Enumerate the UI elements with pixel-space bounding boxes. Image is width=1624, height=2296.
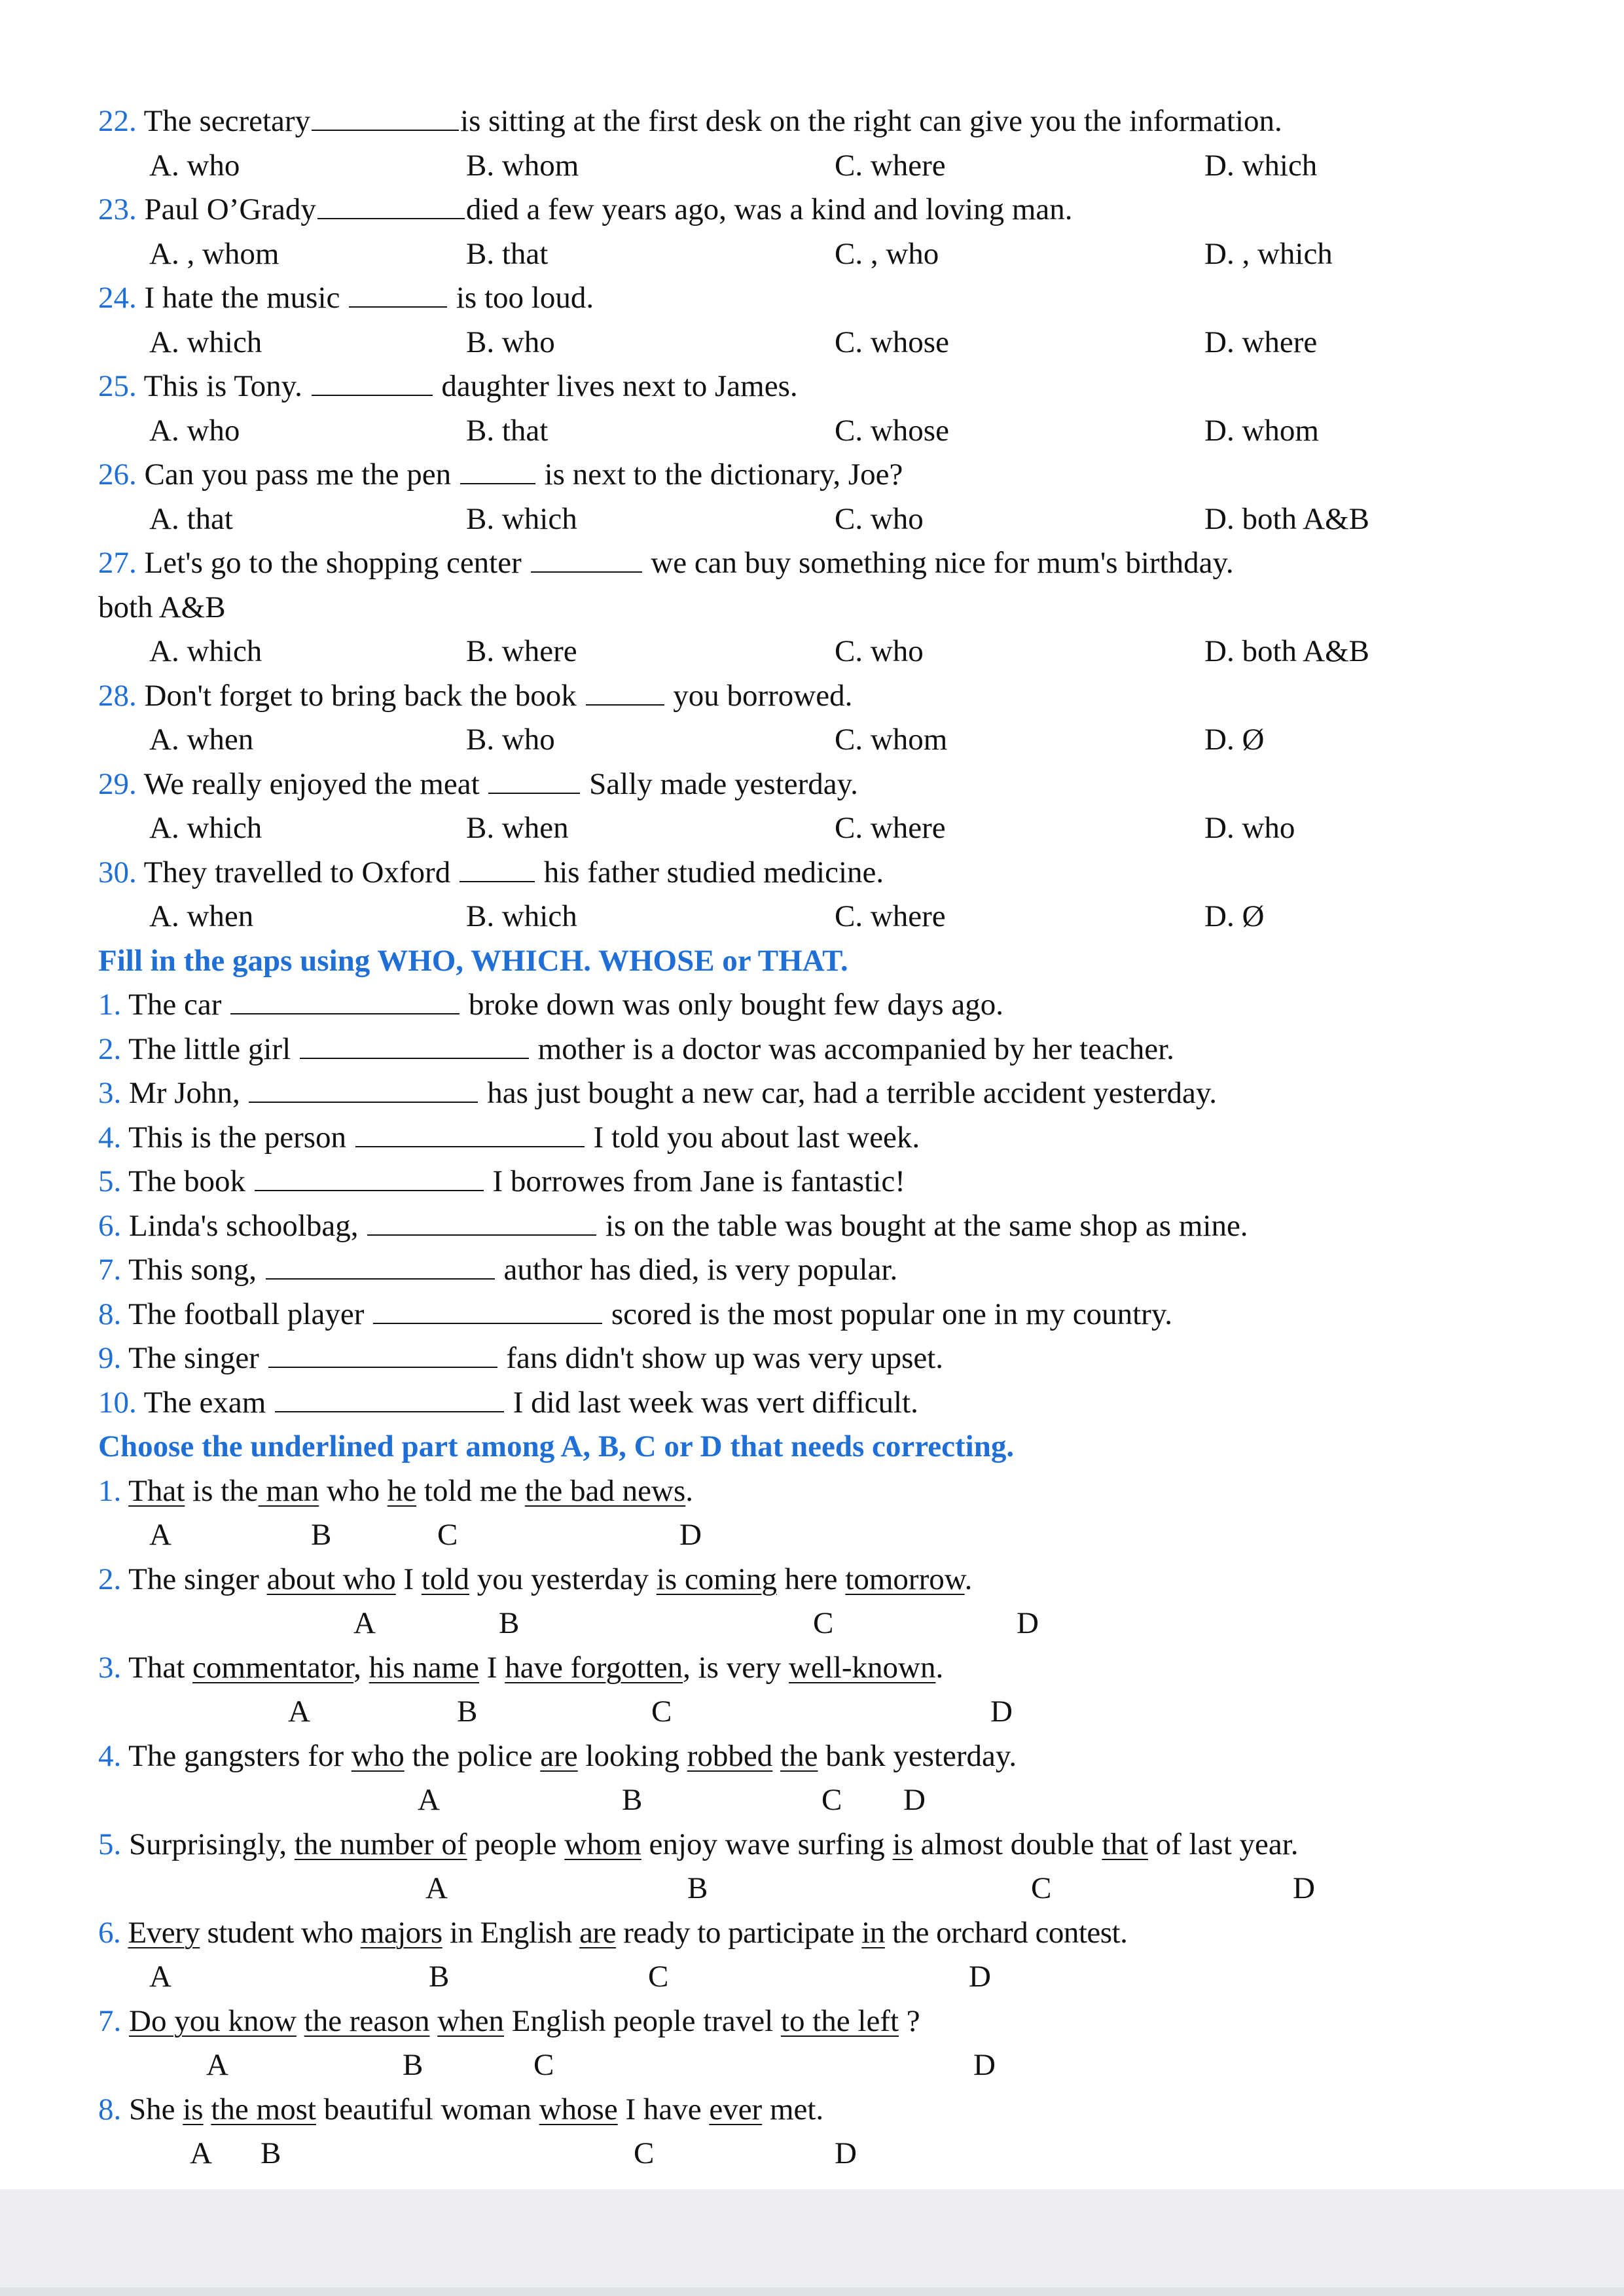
answer-blank[interactable] [312,100,459,131]
question-number: 24. [98,281,137,315]
underlined-part-a[interactable]: Every [128,1915,200,1950]
letter-d[interactable]: D [1293,1871,1315,1905]
letter-c[interactable]: C [813,1606,834,1640]
mc-q27: 27. Let's go to the shopping center we can buy something nice for mum's birthday. both A&B A. which B. where C. who D. both A&B [98,541,1538,674]
letter-b[interactable]: B [687,1871,708,1905]
error-item-3: 3. That commentator, his name I have forgotten, is very well-known. A B C D [98,1646,1538,1734]
letter-d[interactable]: D [969,1960,991,1994]
option-a[interactable]: A. , whom [149,236,280,271]
letter-b[interactable]: B [457,1695,478,1729]
underlined-part-a[interactable]: commentator [192,1650,354,1685]
item-number: 8. [98,2092,122,2126]
error-item-5: 5. Surprisingly, the number of people whom enjoy wave surfing is almost double that of last year. A B C D [98,1823,1538,1911]
error-item-1: 1. That is the man who he told me the bad news. A B C D [98,1469,1538,1558]
underlined-part-d[interactable]: the [780,1738,818,1773]
letter-c[interactable]: C [821,1783,842,1817]
worksheet-content [98,99,1538,2176]
option-d[interactable]: D. both A&B [1204,634,1370,668]
question-number: 30. [98,855,137,889]
option-a[interactable]: A. which [149,634,262,668]
underlined-part-d[interactable]: ever [709,2092,763,2126]
option-b[interactable]: B. that [466,236,549,271]
underlined-part-b[interactable]: man [258,1473,319,1508]
viewer-bottom-band [0,2189,1624,2296]
option-a[interactable]: A. who [149,413,240,448]
mc-q24: 24. I hate the music is too loud. A. which B. who C. whose D. where [98,276,1538,365]
item-number: 9. [98,1341,122,1375]
item-number: 6. [98,1208,122,1243]
option-b[interactable]: B. which [466,501,577,536]
option-d[interactable]: D. , which [1204,236,1333,271]
question-number: 25. [98,369,137,403]
underlined-part-d[interactable]: that [1102,1827,1148,1861]
mc-q28: 28. Don't forget to bring back the book you borrowed. A. when B. who C. whom D. Ø [98,674,1538,762]
letter-b[interactable]: B [403,2048,424,2082]
underlined-part-b[interactable]: told [421,1562,469,1596]
fill-item-3: 3. Mr John, has just bought a new car, had a terrible accident yesterday. [98,1071,1538,1116]
letter-a[interactable]: A [190,2136,212,2170]
option-a[interactable]: A. who [149,148,240,183]
fill-section-heading: Fill in the gaps using WHO, WHICH. WHOSE or THAT. [98,943,848,978]
mc-q25: 25. This is Tony. daughter lives next to James. A. who B. that C. whose D. whom [98,365,1538,453]
stray-text: both A&B [98,590,226,624]
underlined-part-b[interactable]: his name [369,1650,480,1685]
underlined-part-d[interactable]: tomorrow [845,1562,965,1596]
letter-b[interactable]: B [622,1783,643,1817]
answer-blank[interactable] [531,542,642,573]
fill-item-5: 5. The book I borrowes from Jane is fantastic! [98,1160,1538,1204]
question-number: 26. [98,457,137,492]
letter-b[interactable]: B [499,1606,520,1640]
option-c[interactable]: C. whose [835,325,949,359]
letter-d[interactable]: D [835,2136,857,2170]
letter-a[interactable]: A [288,1695,310,1729]
option-c[interactable]: C. whom [835,723,948,757]
underlined-part-c[interactable]: is coming [656,1562,777,1596]
answer-blank[interactable] [460,454,535,484]
option-d[interactable]: D. whom [1204,413,1319,448]
fill-item-4: 4. This is the person I told you about last week. [98,1116,1538,1160]
underlined-part-c[interactable]: are [579,1915,616,1950]
answer-blank[interactable] [373,1293,602,1324]
item-number: 4. [98,1120,122,1155]
answer-blank[interactable] [367,1205,596,1236]
fill-item-1: 1. The car broke down was only bought few days ago. [98,983,1538,1028]
underlined-part-b[interactable]: the most [211,2092,316,2126]
underlined-part-a[interactable]: about who [266,1562,396,1596]
fill-item-6: 6. Linda's schoolbag, is on the table was bought at the same shop as mine. [98,1204,1538,1249]
option-b[interactable]: B. who [466,723,555,757]
viewer-bottom-strip [0,2287,1624,2296]
option-d[interactable]: D. Ø [1204,723,1265,757]
underlined-part-b[interactable]: are [540,1738,578,1773]
option-a[interactable]: A. when [149,899,254,933]
answer-blank[interactable] [586,675,664,706]
letter-a[interactable]: A [149,1960,171,1994]
option-b[interactable]: B. where [466,634,577,668]
letter-c[interactable]: C [648,1960,669,1994]
answer-blank[interactable] [300,1028,529,1059]
answer-blank[interactable] [349,277,447,308]
question-number: 28. [98,678,137,713]
letter-c[interactable]: C [1031,1871,1052,1905]
option-d[interactable]: D. Ø [1204,899,1265,933]
question-number: 27. [98,546,137,580]
answer-blank[interactable] [312,365,433,396]
answer-blank[interactable] [230,984,460,1014]
option-c[interactable]: C. who [835,634,924,668]
question-number: 22. [98,104,137,138]
underlined-part-b[interactable]: majors [360,1915,442,1950]
option-b[interactable]: B. when [466,811,569,845]
item-number: 8. [98,1297,122,1331]
item-number: 7. [98,2003,122,2038]
option-c[interactable]: C. whose [835,413,949,448]
option-d[interactable]: D. which [1204,148,1318,183]
letter-b[interactable]: B [311,1518,332,1552]
option-d[interactable]: D. who [1204,811,1295,845]
letter-d[interactable]: D [1017,1606,1039,1640]
letter-c[interactable]: C [651,1695,672,1729]
underlined-part-c[interactable]: whose [539,2092,618,2126]
letter-a[interactable]: A [149,1518,171,1552]
option-b[interactable]: B. which [466,899,577,933]
item-number: 1. [98,1473,122,1508]
letter-b[interactable]: B [261,2136,281,2170]
item-number: 4. [98,1738,122,1773]
letter-d[interactable]: D [679,1518,702,1552]
item-number: 7. [98,1253,122,1287]
underlined-part-a[interactable]: who [351,1738,405,1773]
underlined-part-b[interactable]: whom [564,1827,641,1861]
underlined-part-c[interactable]: robbed [687,1738,773,1773]
underlined-part-a[interactable]: is [183,2092,204,2126]
item-number: 1. [98,988,122,1022]
underlined-part-c[interactable]: he [387,1473,417,1508]
option-c[interactable]: C. who [835,501,924,536]
letter-a[interactable]: A [425,1871,448,1905]
option-c[interactable]: C. where [835,148,946,183]
answer-blank[interactable] [268,1337,497,1368]
answer-blank[interactable] [275,1382,504,1412]
question-number: 29. [98,766,137,801]
item-number: 3. [98,1650,122,1685]
fill-item-8: 8. The football player scored is the most popular one in my country. [98,1293,1538,1337]
option-c[interactable]: C. , who [835,236,939,271]
letter-d[interactable]: D [973,2048,996,2082]
error-item-2: 2. The singer about who I told you yesterday is coming here tomorrow. A B C D [98,1558,1538,1646]
fill-item-9: 9. The singer fans didn't show up was very upset. [98,1336,1538,1381]
item-number: 5. [98,1164,122,1198]
underlined-part-c[interactable]: when [437,2003,505,2038]
mc-q29: 29. We really enjoyed the meat Sally made yesterday. A. which B. when C. where D. who [98,762,1538,851]
letter-c[interactable]: C [437,1518,458,1552]
item-number: 3. [98,1076,122,1110]
option-d[interactable]: D. where [1204,325,1318,359]
item-number: 10. [98,1385,137,1420]
underlined-part-d[interactable]: to the left [780,2003,899,2038]
question-number: 23. [98,192,137,226]
underlined-part-d[interactable]: in [861,1915,885,1950]
item-number: 2. [98,1562,122,1596]
mc-q23: 23. Paul O’Grady died a few years ago, was a kind and loving man. A. , whom B. that C. , who D. , which [98,188,1538,276]
answer-blank[interactable] [255,1160,484,1191]
underlined-part-a[interactable]: That [128,1473,185,1508]
answer-blank[interactable] [249,1072,478,1103]
error-item-6: 6. Every student who majors in English are ready to participate in the orchard contest. A B C D [98,1911,1538,2000]
underlined-part-b[interactable]: the reason [304,2003,430,2038]
underlined-part-c[interactable]: is [892,1827,913,1861]
underlined-part-a[interactable]: Do you know [129,2003,297,2038]
answer-blank[interactable] [460,852,535,882]
option-a[interactable]: A. which [149,811,262,845]
mc-q22: 22. The secretary is sitting at the first desk on the right can give you the information. A. who B. whom C. where D. which [98,99,1538,188]
answer-blank[interactable] [317,188,465,219]
letter-d[interactable]: D [990,1695,1013,1729]
item-number: 5. [98,1827,122,1861]
letter-a[interactable]: A [206,2048,228,2082]
option-a[interactable]: A. that [149,501,233,536]
letter-c[interactable]: C [533,2048,554,2082]
option-b[interactable]: B. who [466,325,555,359]
letter-a[interactable]: A [418,1783,440,1817]
option-d[interactable]: D. both A&B [1204,501,1370,536]
option-c[interactable]: C. where [835,899,946,933]
answer-blank[interactable] [488,763,580,794]
underlined-part-d[interactable]: well-known [788,1650,936,1685]
error-item-7: 7. Do you know the reason when English people travel to the left ? A B C D [98,2000,1538,2088]
answer-blank[interactable] [266,1249,495,1280]
mc-q26: 26. Can you pass me the pen is next to the dictionary, Joe? A. that B. which C. who D. both A&B [98,453,1538,541]
letter-c[interactable]: C [634,2136,655,2170]
option-c[interactable]: C. where [835,811,946,845]
option-a[interactable]: A. which [149,325,262,359]
answer-blank[interactable] [355,1117,585,1147]
error-section-heading: Choose the underlined part among A, B, C or D that needs correcting. [98,1429,1015,1463]
item-number: 6. [98,1915,121,1950]
fill-item-7: 7. This song, author has died, is very popular. [98,1248,1538,1293]
error-item-8: 8. She is the most beautiful woman whose I have ever met. A B C D [98,2088,1538,2176]
option-b[interactable]: B. that [466,413,549,448]
option-b[interactable]: B. whom [466,148,579,183]
letter-d[interactable]: D [903,1783,926,1817]
letter-a[interactable]: A [353,1606,376,1640]
underlined-part-a[interactable]: the number of [294,1827,467,1861]
underlined-part-c[interactable]: have forgotten [505,1650,683,1685]
fill-item-2: 2. The little girl mother is a doctor was accompanied by her teacher. [98,1028,1538,1072]
item-number: 2. [98,1031,122,1066]
option-a[interactable]: A. when [149,723,254,757]
error-item-4: 4. The gangsters for who the police are looking robbed the bank yesterday. A B C D [98,1734,1538,1823]
fill-item-10: 10. The exam I did last week was vert difficult. [98,1381,1538,1426]
mc-q30: 30. They travelled to Oxford his father studied medicine. A. when B. which C. where D. Ø [98,851,1538,939]
letter-b[interactable]: B [429,1960,450,1994]
underlined-part-d[interactable]: the bad news [524,1473,686,1508]
